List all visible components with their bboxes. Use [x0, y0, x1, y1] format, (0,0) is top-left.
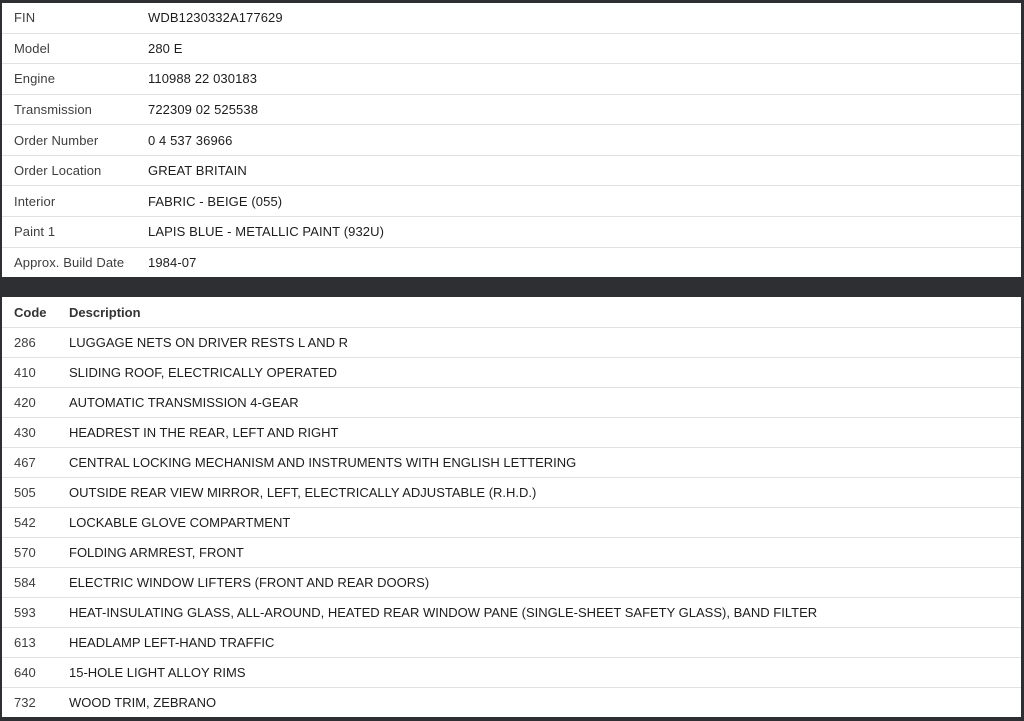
options-rows-container	[2, 327, 1021, 717]
option-description: SLIDING ROOF, ELECTRICALLY OPERATED	[69, 365, 338, 380]
info-label: Paint 1	[14, 224, 56, 240]
vehicle-info-table	[2, 3, 1021, 277]
option-code: 542	[14, 515, 36, 530]
options-header-row	[2, 297, 1021, 327]
info-label: Approx. Build Date	[14, 254, 125, 270]
option-code: 420	[14, 395, 36, 410]
option-description: 15-HOLE LIGHT ALLOY RIMS	[69, 665, 246, 680]
option-row	[2, 357, 1021, 387]
option-row	[2, 657, 1021, 687]
option-code: 640	[14, 665, 36, 680]
option-code: 593	[14, 605, 36, 620]
option-row	[2, 477, 1021, 507]
info-value: 1984-07	[148, 254, 197, 270]
option-code: 732	[14, 695, 36, 710]
option-code: 430	[14, 425, 36, 440]
info-row	[2, 3, 1021, 33]
info-value: 722309 02 525538	[148, 101, 259, 117]
option-description: OUTSIDE REAR VIEW MIRROR, LEFT, ELECTRICALLY ADJUSTABLE (R.H.D.)	[69, 485, 537, 500]
option-code: 410	[14, 365, 36, 380]
info-value: 0 4 537 36966	[148, 132, 233, 148]
info-label: Order Location	[14, 163, 102, 179]
code-column-header: Code	[14, 304, 47, 320]
option-row	[2, 387, 1021, 417]
option-row	[2, 627, 1021, 657]
option-description: AUTOMATIC TRANSMISSION 4-GEAR	[69, 395, 299, 410]
option-description: CENTRAL LOCKING MECHANISM AND INSTRUMENTS WITH ENGLISH LETTERING	[69, 455, 577, 470]
option-row	[2, 507, 1021, 537]
option-description: FOLDING ARMREST, FRONT	[69, 545, 244, 560]
info-row	[2, 216, 1021, 247]
option-code: 467	[14, 455, 36, 470]
info-row	[2, 247, 1021, 278]
option-row	[2, 597, 1021, 627]
option-row	[2, 417, 1021, 447]
info-label: Interior	[14, 193, 56, 209]
info-value: FABRIC - BEIGE (055)	[148, 193, 283, 209]
option-row	[2, 447, 1021, 477]
options-table	[2, 297, 1021, 717]
info-value: LAPIS BLUE - METALLIC PAINT (932U)	[148, 224, 385, 240]
option-row	[2, 537, 1021, 567]
description-column-header: Description	[69, 304, 141, 320]
table-divider	[2, 277, 1021, 297]
option-row	[2, 687, 1021, 717]
option-description: LUGGAGE NETS ON DRIVER RESTS L AND R	[69, 335, 349, 350]
option-code: 286	[14, 335, 36, 350]
info-value: 280 E	[148, 40, 183, 56]
info-label: FIN	[14, 10, 36, 26]
info-value: 110988 22 030183	[148, 71, 258, 87]
info-row	[2, 124, 1021, 155]
option-description: HEADREST IN THE REAR, LEFT AND RIGHT	[69, 425, 339, 440]
info-value: GREAT BRITAIN	[148, 163, 247, 179]
option-description: LOCKABLE GLOVE COMPARTMENT	[69, 515, 291, 530]
option-description: HEADLAMP LEFT-HAND TRAFFIC	[69, 635, 275, 650]
option-description: ELECTRIC WINDOW LIFTERS (FRONT AND REAR DOORS)	[69, 575, 430, 590]
option-code: 584	[14, 575, 36, 590]
option-code: 570	[14, 545, 36, 560]
option-code: 505	[14, 485, 36, 500]
option-description: WOOD TRIM, ZEBRANO	[69, 695, 217, 710]
option-row	[2, 567, 1021, 597]
info-label: Order Number	[14, 132, 99, 148]
info-label: Model	[14, 40, 50, 56]
info-row	[2, 185, 1021, 216]
option-code: 613	[14, 635, 36, 650]
option-row	[2, 327, 1021, 357]
info-row	[2, 94, 1021, 125]
info-value: WDB1230332A177629	[148, 10, 283, 26]
info-row	[2, 155, 1021, 186]
option-description: HEAT-INSULATING GLASS, ALL-AROUND, HEATED REAR WINDOW PANE (SINGLE-SHEET SAFETY GLASS), BAND FILTER	[69, 605, 818, 620]
info-label: Engine	[14, 71, 56, 87]
info-row	[2, 33, 1021, 64]
info-label: Transmission	[14, 101, 93, 117]
info-row	[2, 63, 1021, 94]
